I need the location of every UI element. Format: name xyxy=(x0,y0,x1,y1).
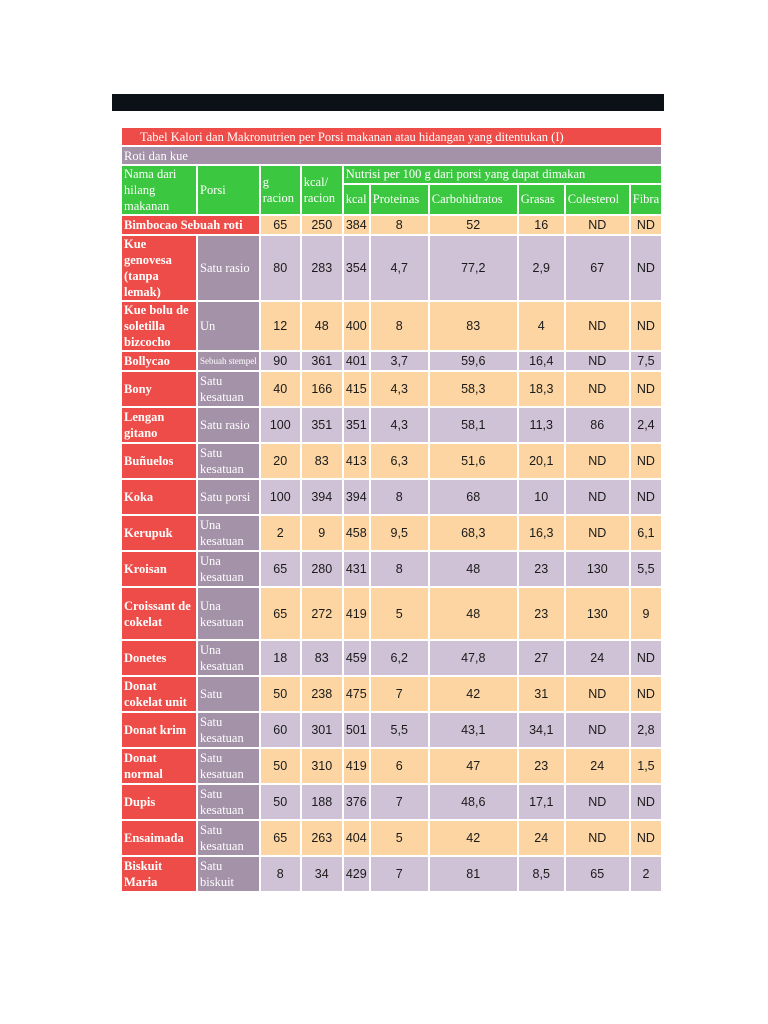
proteinas: 5,5 xyxy=(370,712,429,748)
fibra: ND xyxy=(630,479,662,515)
carbohidratos: 52 xyxy=(429,215,518,235)
g-racion: 100 xyxy=(260,479,301,515)
kcal-racion: 272 xyxy=(301,587,343,640)
kcal-racion: 83 xyxy=(301,443,343,479)
kcal-racion: 250 xyxy=(301,215,343,235)
header-porsi: Porsi xyxy=(197,165,260,215)
food-name: Bollycao xyxy=(121,351,197,371)
g-racion: 65 xyxy=(260,587,301,640)
portion: Satu kesatuan xyxy=(197,784,260,820)
g-racion: 80 xyxy=(260,235,301,301)
kcal: 354 xyxy=(343,235,370,301)
table-row xyxy=(121,407,662,443)
kcal-racion: 394 xyxy=(301,479,343,515)
food-name: Bimbocao Sebuah roti xyxy=(121,215,260,235)
fibra: ND xyxy=(630,235,662,301)
proteinas: 7 xyxy=(370,784,429,820)
grasas: 8,5 xyxy=(518,856,565,892)
kcal: 376 xyxy=(343,784,370,820)
g-racion: 60 xyxy=(260,712,301,748)
carbohidratos: 47,8 xyxy=(429,640,518,676)
table-row xyxy=(121,301,662,351)
carbohidratos: 59,6 xyxy=(429,351,518,371)
portion: Satu kesatuan xyxy=(197,371,260,407)
portion: Una kesatuan xyxy=(197,551,260,587)
header-colesterol: Colesterol xyxy=(565,184,630,215)
kcal: 415 xyxy=(343,371,370,407)
kcal-racion: 34 xyxy=(301,856,343,892)
table-row xyxy=(121,215,662,235)
food-name: Croissant de cokelat xyxy=(121,587,197,640)
proteinas: 4,7 xyxy=(370,235,429,301)
colesterol: ND xyxy=(565,215,630,235)
header-carbohidratos: Carbohidratos xyxy=(429,184,518,215)
food-name: Koka xyxy=(121,479,197,515)
header-g-racion: g racion xyxy=(260,165,301,215)
g-racion: 18 xyxy=(260,640,301,676)
section-heading: Roti dan kue xyxy=(121,146,662,165)
carbohidratos: 48 xyxy=(429,551,518,587)
header-kcal: kcal xyxy=(343,184,370,215)
proteinas: 7 xyxy=(370,856,429,892)
grasas: 27 xyxy=(518,640,565,676)
carbohidratos: 48 xyxy=(429,587,518,640)
g-racion: 65 xyxy=(260,215,301,235)
table-row xyxy=(121,640,662,676)
g-racion: 50 xyxy=(260,784,301,820)
kcal: 459 xyxy=(343,640,370,676)
table-row xyxy=(121,235,662,301)
kcal-racion: 48 xyxy=(301,301,343,351)
proteinas: 6,3 xyxy=(370,443,429,479)
table-row xyxy=(121,443,662,479)
table-row xyxy=(121,515,662,551)
fibra: ND xyxy=(630,640,662,676)
kcal: 501 xyxy=(343,712,370,748)
fibra: ND xyxy=(630,215,662,235)
carbohidratos: 83 xyxy=(429,301,518,351)
colesterol: 86 xyxy=(565,407,630,443)
colesterol: 24 xyxy=(565,640,630,676)
grasas: 20,1 xyxy=(518,443,565,479)
portion: Satu kesatuan xyxy=(197,712,260,748)
table-row xyxy=(121,371,662,407)
carbohidratos: 42 xyxy=(429,820,518,856)
g-racion: 65 xyxy=(260,820,301,856)
grasas: 16,3 xyxy=(518,515,565,551)
kcal: 419 xyxy=(343,587,370,640)
kcal: 413 xyxy=(343,443,370,479)
kcal: 394 xyxy=(343,479,370,515)
colesterol: 65 xyxy=(565,856,630,892)
g-racion: 50 xyxy=(260,748,301,784)
proteinas: 5 xyxy=(370,587,429,640)
kcal: 384 xyxy=(343,215,370,235)
fibra: 2 xyxy=(630,856,662,892)
proteinas: 7 xyxy=(370,676,429,712)
colesterol: 130 xyxy=(565,587,630,640)
table-row xyxy=(121,479,662,515)
colesterol: ND xyxy=(565,515,630,551)
proteinas: 8 xyxy=(370,551,429,587)
g-racion: 65 xyxy=(260,551,301,587)
portion: Una kesatuan xyxy=(197,515,260,551)
food-name: Buñuelos xyxy=(121,443,197,479)
kcal: 401 xyxy=(343,351,370,371)
grasas: 4 xyxy=(518,301,565,351)
fibra: 9 xyxy=(630,587,662,640)
fibra: 1,5 xyxy=(630,748,662,784)
proteinas: 3,7 xyxy=(370,351,429,371)
food-name: Kroisan xyxy=(121,551,197,587)
colesterol: ND xyxy=(565,784,630,820)
table-row xyxy=(121,676,662,712)
kcal-racion: 280 xyxy=(301,551,343,587)
kcal-racion: 9 xyxy=(301,515,343,551)
g-racion: 100 xyxy=(260,407,301,443)
fibra: ND xyxy=(630,443,662,479)
portion: Satu rasio xyxy=(197,407,260,443)
nutrition-table xyxy=(120,126,663,893)
kcal-racion: 83 xyxy=(301,640,343,676)
food-name: Ensaimada xyxy=(121,820,197,856)
table-row xyxy=(121,351,662,371)
carbohidratos: 42 xyxy=(429,676,518,712)
colesterol: ND xyxy=(565,676,630,712)
fibra: ND xyxy=(630,301,662,351)
portion: Satu biskuit xyxy=(197,856,260,892)
grasas: 10 xyxy=(518,479,565,515)
portion: Satu kesatuan xyxy=(197,443,260,479)
kcal: 475 xyxy=(343,676,370,712)
colesterol: 67 xyxy=(565,235,630,301)
table-row xyxy=(121,856,662,892)
portion: Un xyxy=(197,301,260,351)
g-racion: 20 xyxy=(260,443,301,479)
kcal-racion: 166 xyxy=(301,371,343,407)
portion: Satu xyxy=(197,676,260,712)
fibra: ND xyxy=(630,371,662,407)
carbohidratos: 81 xyxy=(429,856,518,892)
carbohidratos: 43,1 xyxy=(429,712,518,748)
food-name: Donetes xyxy=(121,640,197,676)
grasas: 16 xyxy=(518,215,565,235)
proteinas: 5 xyxy=(370,820,429,856)
header-name: Nama dari hilang makanan xyxy=(121,165,197,215)
portion: Satu kesatuan xyxy=(197,820,260,856)
kcal: 400 xyxy=(343,301,370,351)
grasas: 31 xyxy=(518,676,565,712)
colesterol: ND xyxy=(565,479,630,515)
table-title: Tabel Kalori dan Makronutrien per Porsi makanan atau hidangan yang ditentukan (I) xyxy=(121,127,662,146)
kcal-racion: 283 xyxy=(301,235,343,301)
fibra: 2,4 xyxy=(630,407,662,443)
grasas: 23 xyxy=(518,551,565,587)
grasas: 23 xyxy=(518,748,565,784)
header-kcal-racion: kcal/ racion xyxy=(301,165,343,215)
kcal-racion: 361 xyxy=(301,351,343,371)
carbohidratos: 77,2 xyxy=(429,235,518,301)
table-row xyxy=(121,820,662,856)
grasas: 17,1 xyxy=(518,784,565,820)
grasas: 11,3 xyxy=(518,407,565,443)
kcal-racion: 263 xyxy=(301,820,343,856)
g-racion: 2 xyxy=(260,515,301,551)
kcal-racion: 310 xyxy=(301,748,343,784)
proteinas: 6 xyxy=(370,748,429,784)
kcal: 431 xyxy=(343,551,370,587)
header-proteinas: Proteinas xyxy=(370,184,429,215)
kcal-racion: 238 xyxy=(301,676,343,712)
colesterol: 24 xyxy=(565,748,630,784)
top-bar xyxy=(112,94,664,111)
grasas: 18,3 xyxy=(518,371,565,407)
portion: Una kesatuan xyxy=(197,640,260,676)
table-row xyxy=(121,712,662,748)
proteinas: 8 xyxy=(370,479,429,515)
kcal: 351 xyxy=(343,407,370,443)
colesterol: ND xyxy=(565,443,630,479)
food-name: Donat normal xyxy=(121,748,197,784)
carbohidratos: 58,3 xyxy=(429,371,518,407)
grasas: 2,9 xyxy=(518,235,565,301)
kcal: 404 xyxy=(343,820,370,856)
food-name: Lengan gitano xyxy=(121,407,197,443)
food-name: Donat krim xyxy=(121,712,197,748)
proteinas: 8 xyxy=(370,301,429,351)
colesterol: ND xyxy=(565,371,630,407)
kcal: 429 xyxy=(343,856,370,892)
g-racion: 40 xyxy=(260,371,301,407)
g-racion: 12 xyxy=(260,301,301,351)
food-name: Dupis xyxy=(121,784,197,820)
food-name: Biskuit Maria xyxy=(121,856,197,892)
portion: Una kesatuan xyxy=(197,587,260,640)
carbohidratos: 58,1 xyxy=(429,407,518,443)
colesterol: ND xyxy=(565,712,630,748)
carbohidratos: 51,6 xyxy=(429,443,518,479)
food-name: Kue bolu de soletilla bizcocho xyxy=(121,301,197,351)
grasas: 23 xyxy=(518,587,565,640)
fibra: ND xyxy=(630,676,662,712)
proteinas: 4,3 xyxy=(370,371,429,407)
portion: Satu rasio xyxy=(197,235,260,301)
header-grasas: Grasas xyxy=(518,184,565,215)
table-row xyxy=(121,784,662,820)
carbohidratos: 68 xyxy=(429,479,518,515)
table-row xyxy=(121,587,662,640)
carbohidratos: 47 xyxy=(429,748,518,784)
carbohidratos: 48,6 xyxy=(429,784,518,820)
fibra: 7,5 xyxy=(630,351,662,371)
food-name: Kue genovesa (tanpa lemak) xyxy=(121,235,197,301)
colesterol: 130 xyxy=(565,551,630,587)
grasas: 16,4 xyxy=(518,351,565,371)
grasas: 24 xyxy=(518,820,565,856)
portion: Sebuah stempel xyxy=(197,351,260,371)
g-racion: 90 xyxy=(260,351,301,371)
kcal: 419 xyxy=(343,748,370,784)
carbohidratos: 68,3 xyxy=(429,515,518,551)
kcal: 458 xyxy=(343,515,370,551)
portion: Satu kesatuan xyxy=(197,748,260,784)
proteinas: 4,3 xyxy=(370,407,429,443)
header-nutrient-group: Nutrisi per 100 g dari porsi yang dapat dimakan xyxy=(343,165,662,184)
table-row xyxy=(121,551,662,587)
food-name: Donat cokelat unit xyxy=(121,676,197,712)
kcal-racion: 351 xyxy=(301,407,343,443)
portion: Satu porsi xyxy=(197,479,260,515)
fibra: 6,1 xyxy=(630,515,662,551)
fibra: 2,8 xyxy=(630,712,662,748)
table-row xyxy=(121,748,662,784)
colesterol: ND xyxy=(565,820,630,856)
fibra: 5,5 xyxy=(630,551,662,587)
fibra: ND xyxy=(630,784,662,820)
proteinas: 6,2 xyxy=(370,640,429,676)
proteinas: 8 xyxy=(370,215,429,235)
g-racion: 8 xyxy=(260,856,301,892)
grasas: 34,1 xyxy=(518,712,565,748)
g-racion: 50 xyxy=(260,676,301,712)
kcal-racion: 188 xyxy=(301,784,343,820)
proteinas: 9,5 xyxy=(370,515,429,551)
food-name: Kerupuk xyxy=(121,515,197,551)
fibra: ND xyxy=(630,820,662,856)
header-fibra: Fibra xyxy=(630,184,662,215)
kcal-racion: 301 xyxy=(301,712,343,748)
food-name: Bony xyxy=(121,371,197,407)
colesterol: ND xyxy=(565,301,630,351)
colesterol: ND xyxy=(565,351,630,371)
